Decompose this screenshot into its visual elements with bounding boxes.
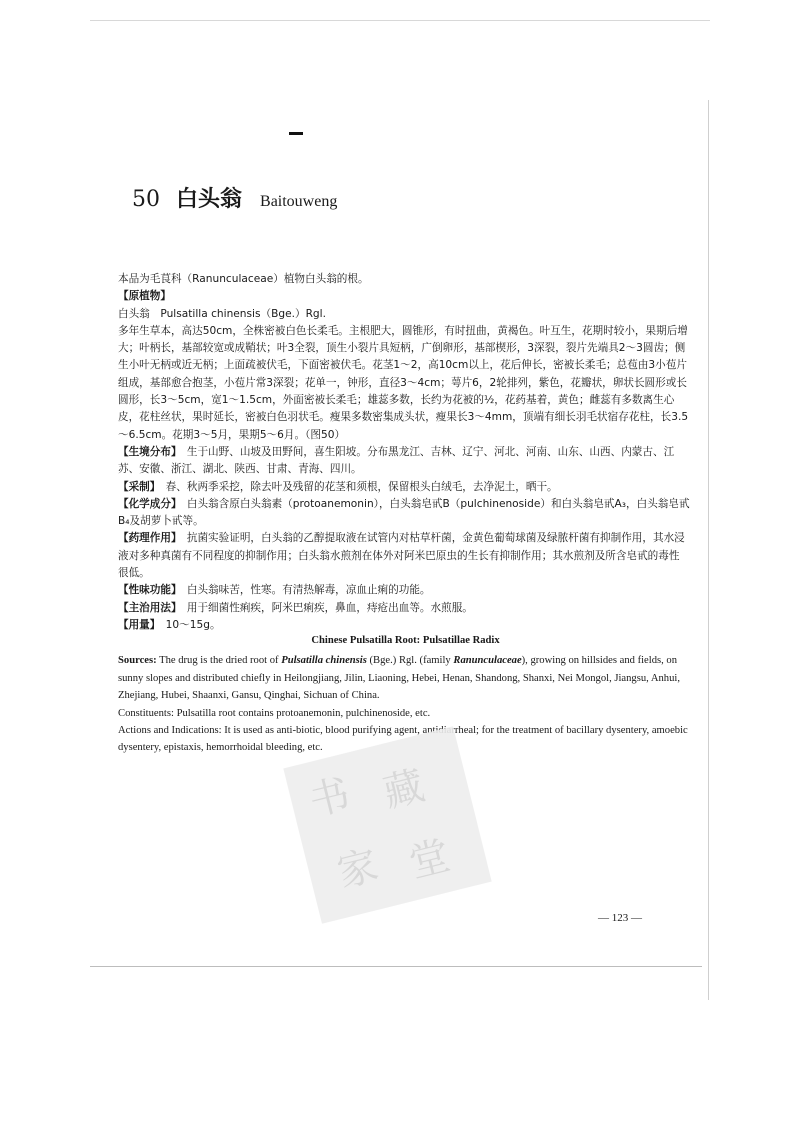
sources-text-1: The drug is the dried root of <box>156 655 282 667</box>
page-edge-top <box>90 20 710 21</box>
footer-rule <box>90 966 702 967</box>
section-heading-plant: 【原植物】 <box>118 290 171 303</box>
section-habitat <box>118 444 690 479</box>
section-nature <box>118 582 690 599</box>
chemistry-text: 白头翁含原白头翁素（protoanemonin），白头翁皂甙B（pulchinenoside）和白头翁皂甙A₃，白头翁皂甙B₄及胡萝卜甙等。 <box>118 497 690 528</box>
section-heading-pharmacology: 【药理作用】 <box>118 532 177 545</box>
entry-title <box>132 182 337 213</box>
section-chemistry <box>118 496 690 531</box>
harvest-text: 春、秋两季采挖，除去叶及残留的花茎和须根，保留根头白绒毛，去净泥土，晒干。 <box>165 480 558 493</box>
section-heading-chemistry: 【化学成分】 <box>118 497 177 510</box>
library-seal-watermark: 书 藏 家 堂 <box>283 726 492 924</box>
species-name: Pulsatilla chinensis <box>281 655 367 667</box>
english-actions: Actions and Indications: It is used as anti-biotic, blood purifying agent, antidiarrheal; for the treatment of bacillary dysentery, amoebic dysentery, epistaxis, hemorrhoidal bleeding, etc. <box>118 725 688 754</box>
entry-title-pinyin: Baitouweng <box>260 193 338 210</box>
section-heading-usage: 【主治用法】 <box>118 601 177 614</box>
intro-text: 本品为毛茛科（Ranunculaceae）植物白头翁的根。 <box>118 273 369 285</box>
plant-description: 多年生草本，高达50cm，全株密被白色长柔毛。主根肥大，圆锥形，有时扭曲，黄褐色。叶互生，花期时较小，果期后增大；叶柄长，基部较宽或成鞘状；叶3全裂，顶生小裂片具短柄，广倒卵形，基部楔形，3深裂，裂片先端具2～3圆齿；侧生小叶无柄或近无柄；上面疏被伏毛，下面密被伏毛。花茎1～2，高10cm以上，花后伸长，密被长柔毛；总苞由3小苞片组成，基部愈合抱茎，小苞片常3深裂；花单一，钟形，直径3～4cm；萼片6，2轮排列，紫色，花瓣状，卵状长圆形或长圆形，长3～5cm，宽1～1.5cm，外面密被长柔毛；雄蕊多数，长约为花被的½，花药基着，黄色；雌蕊有多数离生心皮，花柱丝状，果时延长，密被白色羽状毛。瘦果多数密集成头状，瘦果长3～4mm，顶端有细长羽毛状宿存花柱，长3.5～6.5cm。花期3～5月，果期5～6月。（图50） <box>118 324 689 441</box>
english-constituents: Constituents: Pulsatilla root contains protoanemonin, pulchinenoside, etc. <box>118 707 431 719</box>
section-heading-harvest: 【采制】 <box>118 480 156 493</box>
section-usage <box>118 600 690 617</box>
english-sources <box>118 652 693 704</box>
english-title: Chinese Pulsatilla Root: Pulsatillae Radix <box>311 635 500 646</box>
nature-text: 白头翁味苦，性寒。有清热解毒，凉血止痢的功能。 <box>186 584 431 597</box>
page-number: — 123 — <box>598 912 642 924</box>
section-heading-dose: 【用量】 <box>118 618 156 631</box>
chinese-body <box>118 271 690 634</box>
sources-label: Sources: <box>118 655 157 667</box>
pharmacology-text: 抗菌实验证明，白头翁的乙醇提取液在试管内对枯草杆菌，金黄色葡萄球菌及绿脓杆菌有抑制作用，其水浸液对多种真菌有不同程度的抑制作用；白头翁水煎剂在体外对阿米巴原虫的生长有抑制作用；其水煎剂及所含皂甙的毒性很低。 <box>118 532 685 580</box>
sources-text-3: ), growing on hillsides and fields, on sunny slopes and distributed chiefly in Heilongjiang, Jilin, Liaoning, Hebei, Henan, Shandong, Shanxi, Nei Mongol, Jiangsu, Anhui, Zhejiang, Hubei, Shaanxi, Gansu, Qinghai, Sichuan of China. <box>118 655 680 702</box>
chapter-dash <box>289 132 303 135</box>
entry-title-chinese: 白头翁 <box>176 187 243 212</box>
sources-text-2: (Bge.) Rgl. (family <box>366 655 454 667</box>
dose-text: 10～15g。 <box>165 618 221 631</box>
page-edge-right <box>708 100 709 1000</box>
section-pharmacology <box>118 530 690 582</box>
usage-text: 用于细菌性痢疾，阿米巴痢疾，鼻血，痔疮出血等。水煎服。 <box>186 601 473 614</box>
plant-latin-name: 白头翁 Pulsatilla chinensis（Bge.）Rgl. <box>118 307 326 320</box>
section-harvest <box>118 479 690 496</box>
entry-number: 50 <box>132 187 160 212</box>
section-heading-nature: 【性味功能】 <box>118 584 177 597</box>
section-heading-habitat: 【生境分布】 <box>118 445 177 458</box>
family-name: Ranunculaceae <box>453 655 522 667</box>
habitat-text: 生于山野、山坡及田野间，喜生阳坡。分布黑龙江、吉林、辽宁、河北、河南、山东、山西、内蒙古、江苏、安徽、浙江、湖北、陕西、甘肃、青海、四川。 <box>118 445 675 476</box>
